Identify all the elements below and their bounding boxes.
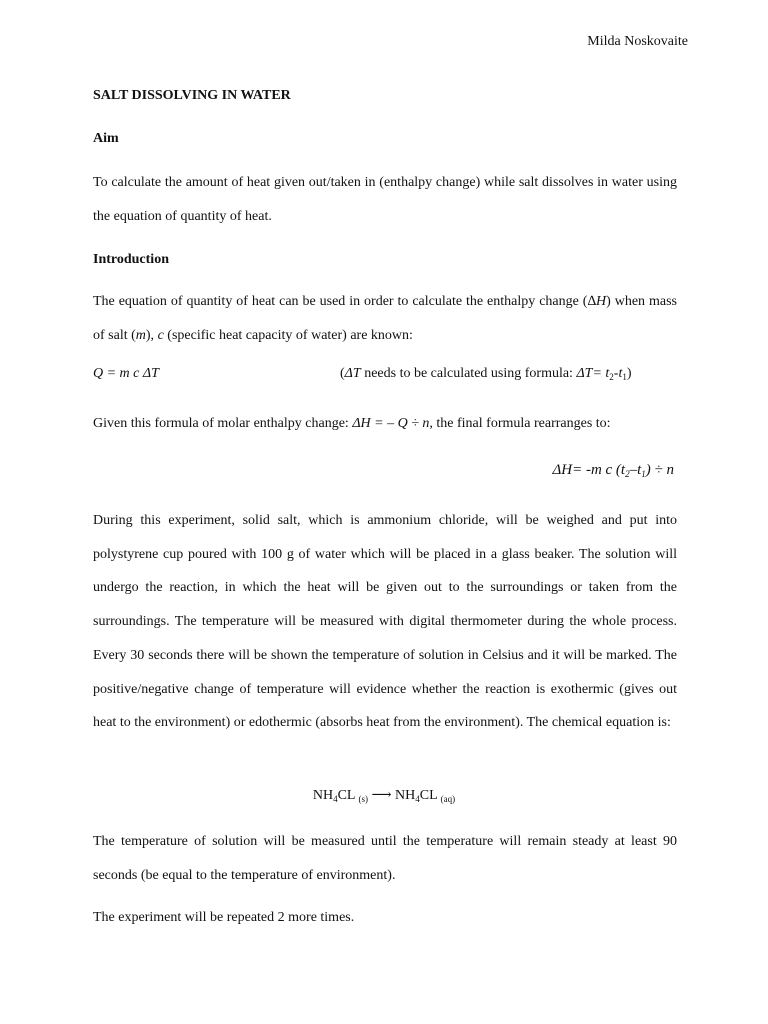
heat-equation-row [93, 366, 677, 390]
intro-paragraph-1: The equation of quantity of heat can be used in order to calculate the enthalpy change (∆H) when mass of salt (m), c (specific heat capacity of water) are known: [93, 294, 677, 343]
final-formula: ΔH= -m c $(t_2-t_1) \div n$ [552, 462, 674, 479]
chemical-equation: $NH_4CL$ $_{(s)}$ ⟶ $NH_4CL$ $_{(aq)}$ [312, 788, 456, 804]
delta-t-note: (ΔT needs to be calculated using formula: $\Delta T= t_2-t_1$) [340, 366, 632, 382]
aim-paragraph: To calculate the amount of heat given out/taken in (enthalpy change) while salt dissolves in water using the equation of quantity of heat. [93, 175, 677, 224]
document-title: SALT DISSOLVING IN WATER [93, 88, 291, 103]
author-name: Milda Noskovaite [587, 34, 688, 49]
introduction-heading: Introduction [93, 252, 169, 267]
molar-enthalpy-line: Given this formula of molar enthalpy change: ΔH = – Q ÷ n, the final formula rearranges to: [93, 416, 611, 431]
heat-equation: Q = m c ΔT [93, 366, 159, 381]
intro-paragraph-4: The experiment will be repeated 2 more times. [93, 910, 355, 925]
aim-heading: Aim [93, 131, 119, 146]
intro-paragraph-2: During this experiment, solid salt, which is ammonium chloride, will be weighed and put into polystyrene cup poured with 100 g of water which will be placed in a glass beaker. The solution will undergo the reaction, in which the heat will be given out to the surroundings or taken from the surroundings. The temperature will be measured with digital thermometer during the whole process. Every 30 seconds there will be shown the temperature of solution in Celsius and it will be marked. The positive/negative change of temperature will evidence whether the reaction is exothermic (gives out heat to the environment) or edothermic (absorbs heat from the environment). The chemical equation is: [93, 513, 677, 731]
intro-paragraph-3: The temperature of solution will be measured until the temperature will remain steady at least 90 seconds (be equal to the temperature of environment). [93, 834, 677, 883]
